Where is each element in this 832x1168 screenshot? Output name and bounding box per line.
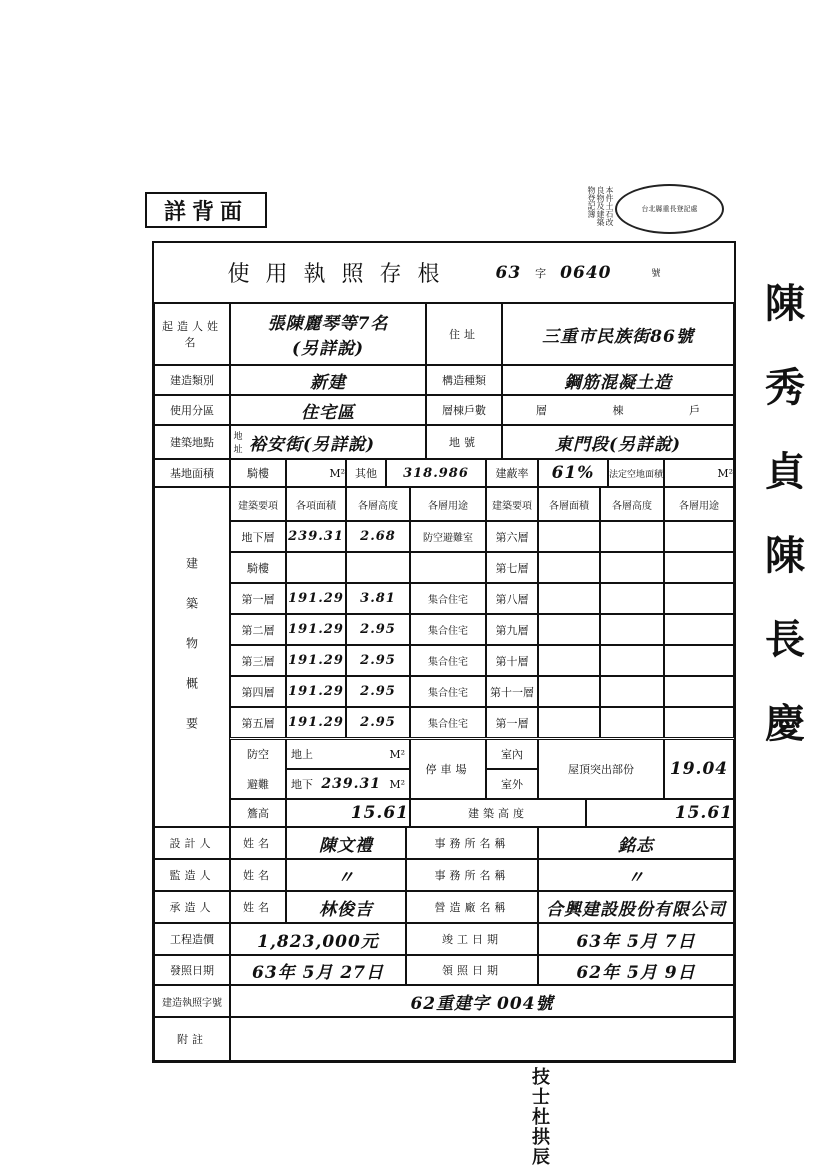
base-label: 基地面積 <box>154 459 230 487</box>
floors-bldg: 棟 <box>612 404 624 417</box>
floor-cell: 第八層 <box>486 583 538 614</box>
floor-cell <box>538 645 600 676</box>
zone-value: 住宅區 <box>230 395 426 425</box>
floor-cell <box>286 552 346 583</box>
remark-value <box>230 1017 734 1061</box>
table-head-cell: 建築要項 <box>230 487 286 521</box>
completion-label: 竣工日期 <box>406 923 538 955</box>
lot-value: 東門段(另詳說) <box>502 425 734 459</box>
floor-cell: 191.29 <box>286 583 346 614</box>
shelter-below <box>286 769 410 799</box>
open-label: 法定空地面積 <box>608 459 664 487</box>
issue-value: 63年 5月 27日 <box>230 955 406 985</box>
floor-cell <box>600 614 664 645</box>
contractor-cell: 姓名 <box>230 891 286 923</box>
permit-form <box>152 241 736 1063</box>
floor-cell: 集合住宅 <box>410 583 486 614</box>
floor-cell: 3.81 <box>346 583 410 614</box>
floor-cell: 191.29 <box>286 676 346 707</box>
floor-cell: 第三層 <box>230 645 286 676</box>
form-title: 使用執照存根 <box>227 262 456 287</box>
floor-cell: 集合住宅 <box>410 707 486 738</box>
building-height-label: 建築高度 <box>410 799 586 827</box>
table-head-cell: 各層面積 <box>538 487 600 521</box>
roof-value: 19.04 <box>664 739 734 799</box>
site-label: 建築地點 <box>154 425 230 459</box>
floor-cell <box>600 707 664 738</box>
structure-value: 鋼筋混凝土造 <box>502 365 734 395</box>
floor-cell: 地下層 <box>230 521 286 552</box>
category-label: 建造類別 <box>154 365 230 395</box>
shelter-below-label: 地下 <box>291 778 313 791</box>
floor-cell <box>600 676 664 707</box>
floor-cell: 2.68 <box>346 521 410 552</box>
parking-outdoor: 室外 <box>486 769 538 799</box>
floor-cell: 2.95 <box>346 676 410 707</box>
shelter-label-2: 避難 <box>247 778 269 791</box>
arcade-unit: M² <box>286 459 346 487</box>
floor-cell <box>664 676 734 707</box>
floor-cell <box>600 552 664 583</box>
builder-label: 起造人姓名 <box>154 303 230 365</box>
issue-label: 發照日期 <box>154 955 230 985</box>
floor-cell: 集合住宅 <box>410 676 486 707</box>
floor-cell: 191.29 <box>286 645 346 676</box>
cost-value: 1,823,000元 <box>230 923 406 955</box>
shelter-below-unit: M² <box>389 777 405 791</box>
eaves-label: 簷高 <box>230 799 286 827</box>
shelter-above <box>286 739 410 769</box>
cover-value: 61% <box>538 459 608 487</box>
floor-cell <box>600 521 664 552</box>
address-value: 三重市民族街86號 <box>502 303 734 365</box>
floor-cell: 第六層 <box>486 521 538 552</box>
contractor-cell: 林俊吉 <box>286 891 406 923</box>
floor-cell: 第九層 <box>486 614 538 645</box>
permit-year: 63 <box>495 262 522 283</box>
floor-cell <box>410 552 486 583</box>
detail-back-stamp: 詳背面 <box>145 192 267 228</box>
title-row <box>154 243 734 303</box>
floor-cell <box>538 552 600 583</box>
shelter-above-unit: M² <box>389 747 405 761</box>
floor-cell: 第五層 <box>230 707 286 738</box>
other-value: 318.986 <box>386 459 486 487</box>
floor-cell: 第二層 <box>230 614 286 645</box>
completion-value: 63年 5月 7日 <box>538 923 734 955</box>
shelter-label <box>230 739 286 799</box>
other-label: 其他 <box>346 459 386 487</box>
remark-label: 附註 <box>154 1017 230 1061</box>
receive-label: 領照日期 <box>406 955 538 985</box>
floor-cell: 191.29 <box>286 614 346 645</box>
contractor-cell: 合興建設股份有限公司 <box>538 891 734 923</box>
table-head-cell: 各項面積 <box>286 487 346 521</box>
right-margin-handwriting: 陳 秀 貞 陳 長 慶 <box>765 280 805 747</box>
table-head-cell: 建築要項 <box>486 487 538 521</box>
permit-suffix: 號 <box>651 269 661 279</box>
site-addr-cell <box>230 425 426 459</box>
table-head-cell: 各層高度 <box>600 487 664 521</box>
table-head-cell: 各層用途 <box>410 487 486 521</box>
floor-cell <box>538 583 600 614</box>
floor-cell <box>664 707 734 738</box>
category-value: 新建 <box>230 365 426 395</box>
structure-label: 構造種類 <box>426 365 502 395</box>
floor-cell <box>600 645 664 676</box>
floor-cell <box>538 676 600 707</box>
builder-value: 張陳麗琴等7名 <box>267 314 389 334</box>
floors-house: 戶 <box>689 404 701 417</box>
contractor-cell: 承造人 <box>154 891 230 923</box>
permit-label: 建造執照字號 <box>154 985 230 1017</box>
site-addr-value: 裕安街(另詳說) <box>249 434 376 455</box>
table-head-cell: 各層高度 <box>346 487 410 521</box>
parking-label: 停車場 <box>410 739 486 799</box>
floor-cell: 集合住宅 <box>410 614 486 645</box>
floor-cell <box>538 521 600 552</box>
designer-cell: 姓名 <box>230 827 286 859</box>
supervisor-cell: 姓名 <box>230 859 286 891</box>
supervisor-cell: 監造人 <box>154 859 230 891</box>
floors-value <box>502 395 734 425</box>
floor-cell: 第一層 <box>230 583 286 614</box>
open-unit: M² <box>664 459 734 487</box>
building-summary-label: 建築物概要 <box>154 487 230 827</box>
floor-cell: 第四層 <box>230 676 286 707</box>
receive-value: 62年 5月 9日 <box>538 955 734 985</box>
parking-indoor: 室內 <box>486 739 538 769</box>
roof-label: 屋頂突出部份 <box>538 739 664 799</box>
floor-cell: 第一層 <box>486 707 538 738</box>
permit-value: 62重建字 004號 <box>230 985 734 1017</box>
builder-value-cell <box>230 303 426 365</box>
supervisor-cell: 〃 <box>286 859 406 891</box>
floor-cell <box>664 614 734 645</box>
shelter-label-1: 防空 <box>247 748 269 761</box>
table-head-cell: 各層用途 <box>664 487 734 521</box>
supervisor-cell: 事務所名稱 <box>406 859 538 891</box>
designer-cell: 事務所名稱 <box>406 827 538 859</box>
floor-cell <box>600 583 664 614</box>
floor-cell <box>664 552 734 583</box>
floor-cell: 騎樓 <box>230 552 286 583</box>
contractor-cell: 營造廠名稱 <box>406 891 538 923</box>
lot-label: 地號 <box>426 425 502 459</box>
designer-cell: 銘志 <box>538 827 734 859</box>
floor-cell: 集合住宅 <box>410 645 486 676</box>
floor-cell: 239.31 <box>286 521 346 552</box>
floor-cell: 第十層 <box>486 645 538 676</box>
floor-cell: 2.95 <box>346 645 410 676</box>
zone-label: 使用分區 <box>154 395 230 425</box>
floor-cell: 第七層 <box>486 552 538 583</box>
designer-cell: 陳文禮 <box>286 827 406 859</box>
bottom-signature: 技士 杜拱辰 <box>532 1067 550 1168</box>
floor-cell: 2.95 <box>346 614 410 645</box>
cost-label: 工程造價 <box>154 923 230 955</box>
floor-cell: 第十一層 <box>486 676 538 707</box>
arcade-label: 騎樓 <box>230 459 286 487</box>
floor-cell: 2.95 <box>346 707 410 738</box>
oval-seal: 台北縣重長登記處 <box>615 184 724 234</box>
floors-label: 層棟戶數 <box>426 395 502 425</box>
permit-char: 字 <box>535 266 547 280</box>
building-height-value: 15.61 <box>586 799 734 827</box>
floor-cell <box>346 552 410 583</box>
floor-cell <box>664 583 734 614</box>
cover-label: 建蔽率 <box>486 459 538 487</box>
designer-cell: 設計人 <box>154 827 230 859</box>
floor-cell: 191.29 <box>286 707 346 738</box>
floor-cell: 防空避難室 <box>410 521 486 552</box>
floor-cell <box>664 645 734 676</box>
floor-cell <box>538 614 600 645</box>
site-addr-label: 地址 <box>233 432 243 455</box>
eaves-value: 15.61 <box>286 799 410 827</box>
floor-cell <box>664 521 734 552</box>
builder-sub: (另詳說) <box>291 339 365 359</box>
address-label: 住址 <box>426 303 502 365</box>
side-note: 本件土石改良物及建築物登記簿 <box>587 186 614 226</box>
permit-number: 0640 <box>560 262 612 283</box>
floor-cell <box>538 707 600 738</box>
shelter-below-value: 239.31 <box>321 776 381 792</box>
supervisor-cell: 〃 <box>538 859 734 891</box>
shelter-above-label: 地上 <box>291 748 313 761</box>
floors-layer: 層 <box>535 404 547 417</box>
